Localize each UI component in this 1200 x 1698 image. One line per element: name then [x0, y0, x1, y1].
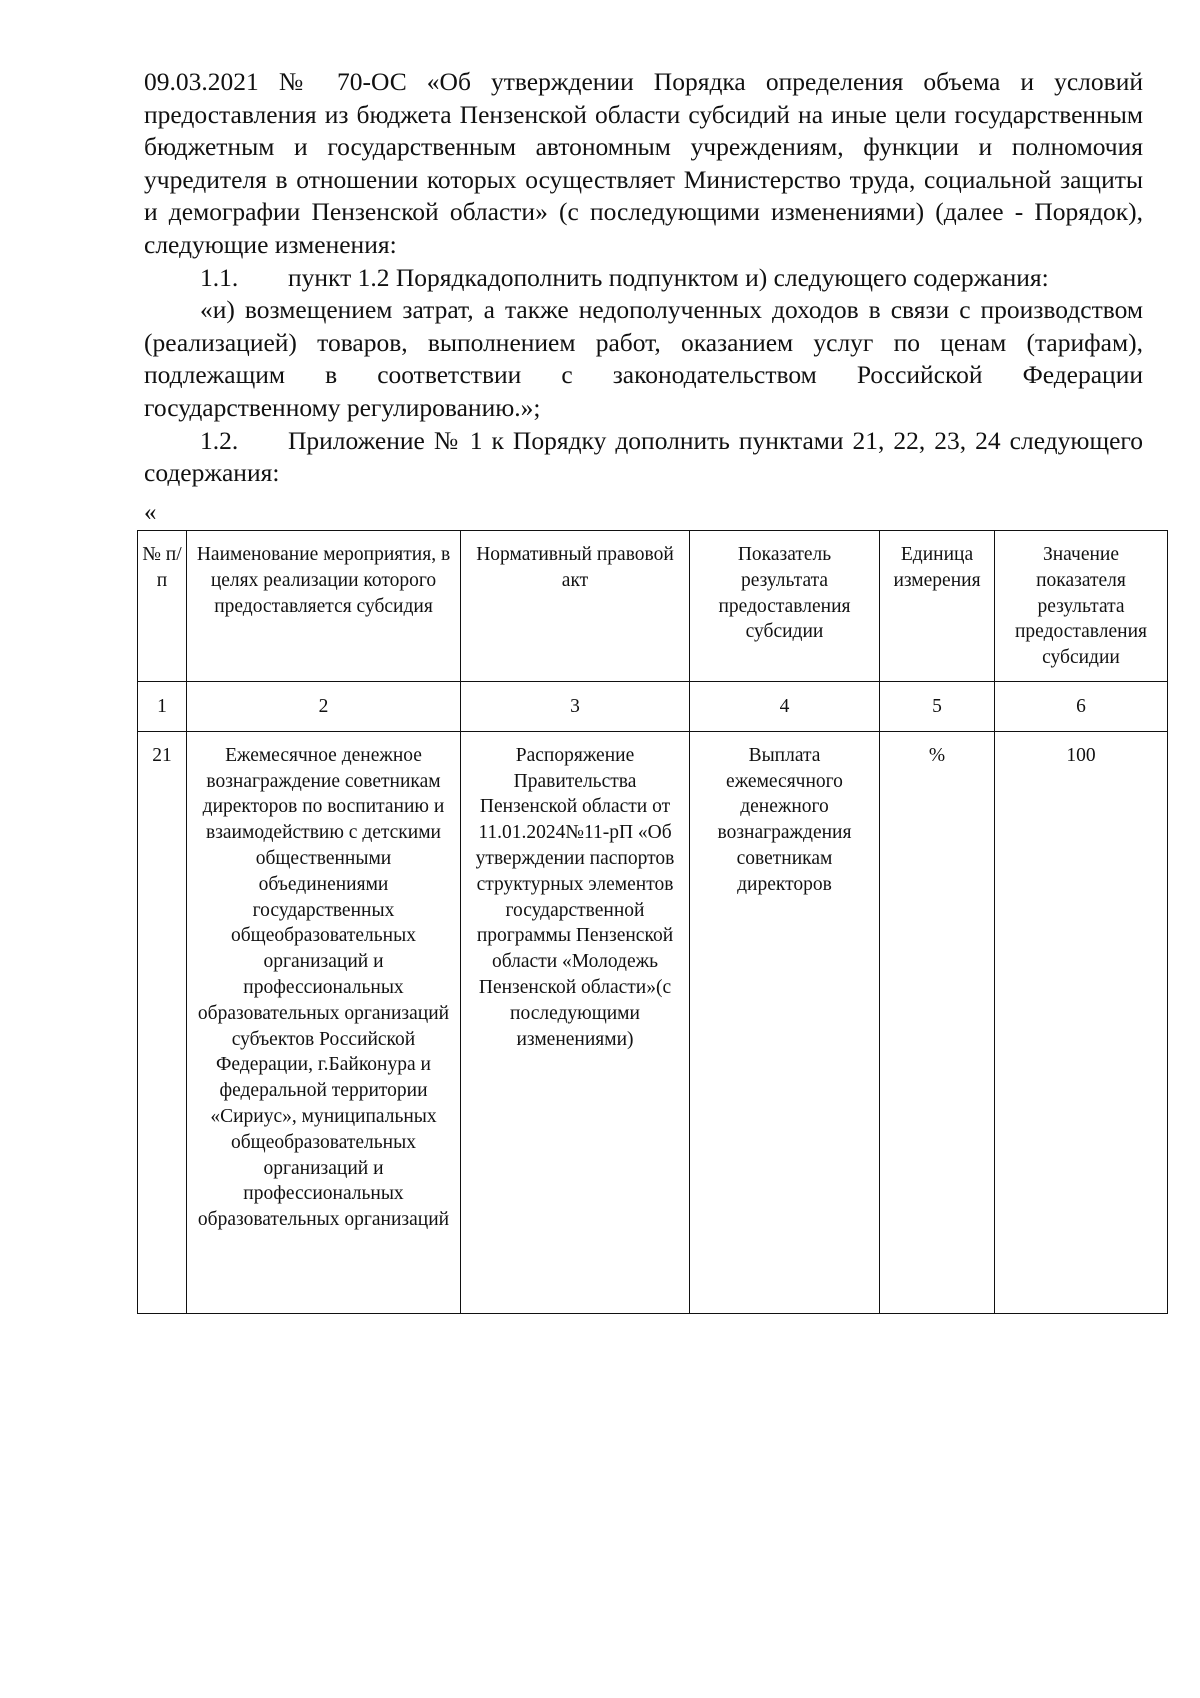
row-event: Ежемесячное денежное вознаграждение советникам директоров по воспитанию и взаимодействию с детскими общественными объединениями государственных общеобразовательных организаций и профессиональных образовательных организаций субъектов Российской Федерации, г.Байконура и федеральной территории «Сириус», муниципальных общеобразовательных организаций и профессиональных образовательных организаций	[187, 731, 461, 1313]
row-indicator: Выплата ежемесячного денежного вознаграждения советникам директоров	[690, 731, 880, 1313]
header-act: Нормативный правовой акт	[461, 531, 690, 682]
item-1-2	[144, 425, 1143, 490]
column-number: 4	[690, 681, 880, 731]
opening-quote: «	[144, 499, 157, 526]
row-act: Распоряжение Правительства Пензенской области от 11.01.2024№11-рП «Об утверждении паспортов структурных элементов государственной программы Пензенской области «Молодежь Пензенской области»(с последующими изменениями)	[461, 731, 690, 1313]
table-header-row	[138, 531, 1168, 682]
item-1-2-number: 1.2.	[200, 425, 239, 455]
row-number: 21	[138, 731, 187, 1313]
table-row	[138, 731, 1168, 1313]
item-1-1	[144, 262, 1143, 295]
header-value: Значение показателя результата предоставления субсидии	[995, 531, 1168, 682]
body-text	[144, 66, 1143, 490]
row-value: 100	[995, 731, 1168, 1313]
column-number: 5	[880, 681, 995, 731]
header-number: № п/п	[138, 531, 187, 682]
item-1-2-text: Приложение № 1 к Порядку дополнить пунктами 21, 22, 23, 24 следующего содержания:	[144, 425, 1143, 488]
header-event: Наименование мероприятия, в целях реализации которого предоставляется субсидия	[187, 531, 461, 682]
header-unit: Единица измерения	[880, 531, 995, 682]
intro-paragraph: 09.03.2021 № 70-ОС «Об утверждении Порядка определения объема и условий предоставления из бюджета Пензенской области субсидий на иные цели государственным бюджетным и государственным автономным учреждениям, функции и полномочия учредителя в отношении которых осуществляет Министерство труда, социальной защиты и демографии Пензенской области» (с последующими изменениями) (далее - Порядок), следующие изменения:	[144, 67, 1143, 259]
row-unit: %	[880, 731, 995, 1313]
item-1-1-text: пункт 1.2 Порядкадополнить подпунктом и) следующего содержания:	[288, 262, 1049, 292]
column-number: 3	[461, 681, 690, 731]
column-number: 2	[187, 681, 461, 731]
appendix-table	[137, 530, 1168, 1314]
subitem-i-paragraph: «и) возмещением затрат, а также недополученных доходов в связи с производством (реализацией) товаров, выполнением работ, оказанием услуг по ценам (тарифам), подлежащим в соответствии с законодательством Российской Федерации государственному регулированию.»;	[144, 295, 1143, 422]
column-number-row	[138, 681, 1168, 731]
header-indicator: Показатель результата предоставления субсидии	[690, 531, 880, 682]
item-1-1-number: 1.1.	[200, 262, 239, 292]
column-number: 1	[138, 681, 187, 731]
column-number: 6	[995, 681, 1168, 731]
